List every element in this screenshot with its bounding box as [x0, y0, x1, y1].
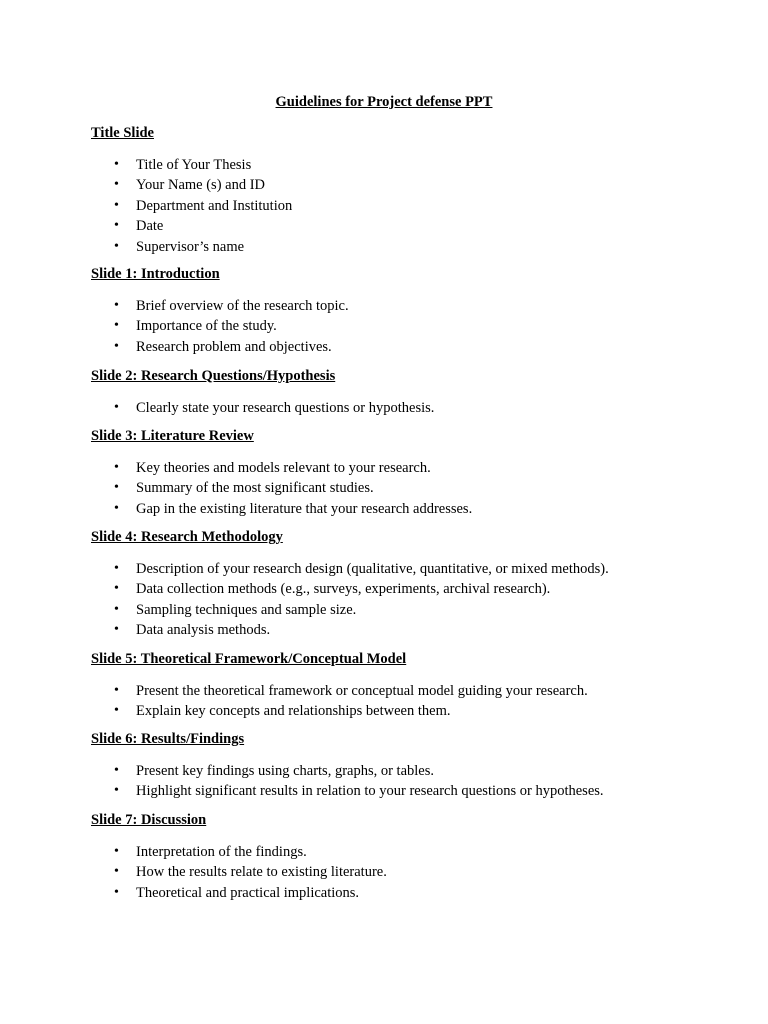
bullet-list — [91, 458, 731, 519]
list-item — [91, 337, 731, 357]
list-item-text: Sampling techniques and sample size. — [136, 601, 357, 618]
list-item — [91, 196, 731, 216]
section — [91, 265, 731, 357]
bullet-icon: • — [114, 683, 119, 698]
section — [91, 650, 731, 722]
bullet-icon: • — [114, 763, 119, 778]
list-item-text: Importance of the study. — [136, 318, 277, 335]
bullet-icon: • — [114, 157, 119, 172]
bullet-icon: • — [114, 601, 119, 617]
section-heading: Slide 5: Theoretical Framework/Conceptual Model — [91, 651, 407, 667]
list-item-text: Present key findings using charts, graphs, or tables. — [136, 763, 435, 779]
list-item-text: Present the theoretical framework or conceptual model guiding your research. — [136, 683, 588, 699]
bullet-list — [91, 559, 731, 641]
section-heading: Slide 7: Discussion — [91, 812, 207, 828]
list-item-text: Theoretical and practical implications. — [136, 884, 360, 901]
list-item — [91, 701, 731, 721]
list-item-text: Data collection methods (e.g., surveys, experiments, archival research). — [136, 581, 551, 598]
bullet-icon: • — [114, 581, 119, 597]
bullet-icon: • — [114, 884, 119, 900]
list-item-text: Your Name (s) and ID — [136, 177, 266, 194]
list-item-text: Title of Your Thesis — [136, 157, 252, 173]
list-item — [91, 559, 731, 579]
list-item — [91, 842, 731, 862]
list-item — [91, 620, 731, 640]
bullet-icon: • — [114, 460, 119, 475]
bullet-icon: • — [114, 561, 119, 576]
list-item — [91, 296, 731, 316]
list-item — [91, 600, 731, 620]
section-heading: Slide 2: Research Questions/Hypothesis — [91, 368, 336, 384]
bullet-icon: • — [114, 338, 119, 354]
bullet-icon: • — [114, 480, 119, 496]
bullet-list — [91, 681, 731, 722]
section — [91, 528, 731, 641]
list-item — [91, 681, 731, 701]
bullet-icon: • — [114, 318, 119, 334]
section-heading: Slide 3: Literature Review — [91, 428, 254, 444]
list-item — [91, 883, 731, 903]
list-item-text: Date — [136, 218, 164, 235]
list-item-text: Clearly state your research questions or hypothesis. — [136, 400, 435, 416]
bullet-icon: • — [114, 864, 119, 880]
list-item-text: Gap in the existing literature that your research addresses. — [136, 500, 473, 517]
list-item-text: Description of your research design (qualitative, quantitative, or mixed methods). — [136, 561, 609, 577]
section-heading: Slide 1: Introduction — [91, 266, 220, 282]
list-item-text: Explain key concepts and relationships between them. — [136, 703, 451, 720]
document-title: Guidelines for Project defense PPT — [275, 94, 493, 110]
list-item-text: Supervisor’s name — [136, 238, 245, 255]
list-item — [91, 316, 731, 336]
bullet-icon: • — [114, 238, 119, 254]
section — [91, 124, 731, 257]
list-item — [91, 237, 731, 257]
list-item — [91, 499, 731, 519]
section-heading: Slide 4: Research Methodology — [91, 529, 283, 545]
bullet-list — [91, 398, 731, 418]
bullet-list — [91, 842, 731, 903]
list-item-text: Brief overview of the research topic. — [136, 298, 349, 314]
list-item-text: How the results relate to existing literature. — [136, 864, 387, 881]
section — [91, 367, 731, 418]
bullet-icon: • — [114, 298, 119, 313]
list-item — [91, 175, 731, 195]
bullet-icon: • — [114, 177, 119, 193]
section — [91, 427, 731, 519]
bullet-icon: • — [114, 703, 119, 719]
bullet-icon: • — [114, 197, 119, 213]
bullet-list — [91, 155, 731, 257]
list-item — [91, 155, 731, 175]
list-item-text: Interpretation of the findings. — [136, 844, 307, 860]
bullet-icon: • — [114, 218, 119, 234]
list-item — [91, 458, 731, 478]
list-item — [91, 781, 731, 801]
list-item-text: Data analysis methods. — [136, 622, 271, 639]
bullet-icon: • — [114, 622, 119, 638]
list-item-text: Department and Institution — [136, 197, 293, 214]
list-item — [91, 478, 731, 498]
bullet-list — [91, 296, 731, 357]
section-heading: Slide 6: Results/Findings — [91, 731, 245, 747]
list-item-text: Research problem and objectives. — [136, 338, 332, 355]
list-item — [91, 579, 731, 599]
list-item — [91, 761, 731, 781]
bullet-icon: • — [114, 783, 119, 799]
list-item — [91, 398, 731, 418]
section — [91, 730, 731, 802]
bullet-icon: • — [114, 400, 119, 415]
list-item — [91, 216, 731, 236]
bullet-list — [91, 761, 731, 802]
list-item-text: Summary of the most significant studies. — [136, 480, 374, 497]
list-item-text: Highlight significant results in relation to your research questions or hypotheses. — [136, 783, 604, 800]
list-item-text: Key theories and models relevant to your research. — [136, 460, 431, 476]
bullet-icon: • — [114, 844, 119, 859]
section-heading: Title Slide — [91, 125, 154, 141]
list-item — [91, 862, 731, 882]
bullet-icon: • — [114, 500, 119, 516]
section — [91, 811, 731, 903]
